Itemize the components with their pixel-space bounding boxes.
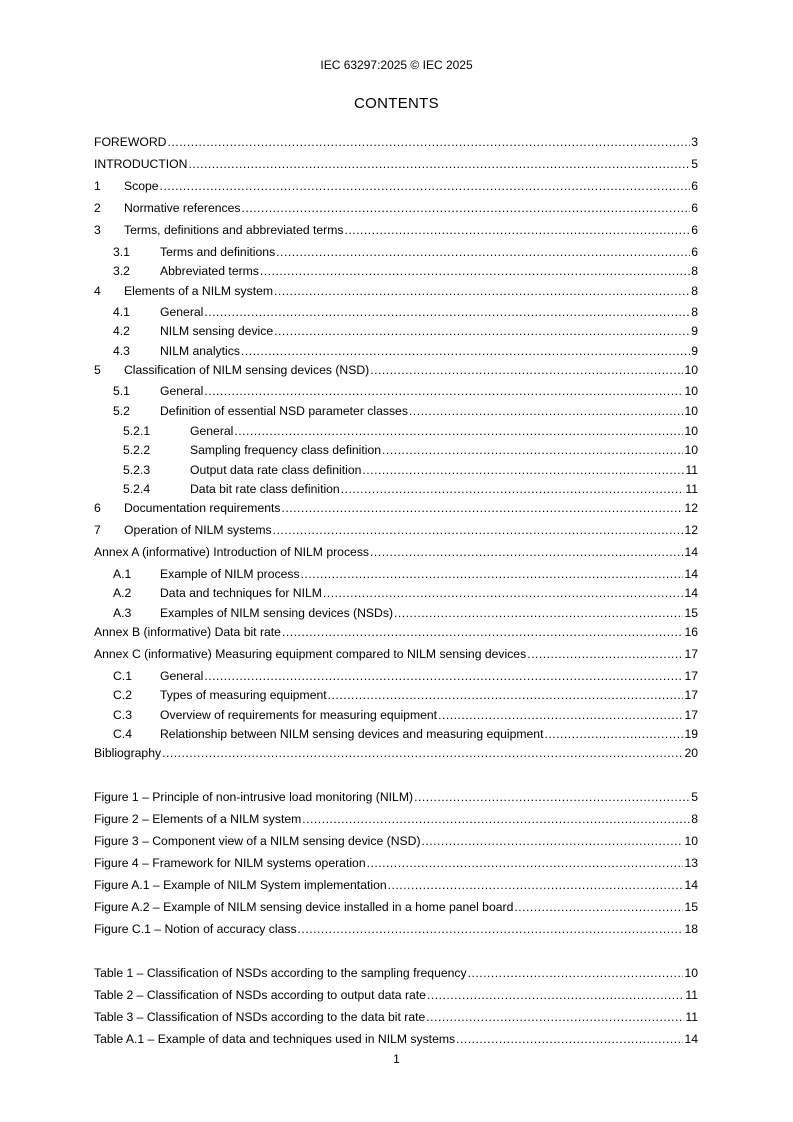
dot-leader bbox=[282, 500, 684, 516]
toc-entry-title: Scope bbox=[124, 179, 159, 193]
dot-leader bbox=[204, 668, 683, 684]
toc-entry-title: General bbox=[160, 305, 204, 319]
toc-entry-page: 9 bbox=[691, 324, 698, 338]
toc-entry-title: Classification of NILM sensing devices (NSD) bbox=[124, 363, 370, 377]
toc-entry-page: 3 bbox=[691, 135, 698, 149]
dot-leader bbox=[344, 222, 690, 238]
toc-entry-title: NILM analytics bbox=[160, 344, 240, 358]
toc-entry[interactable] bbox=[94, 921, 698, 937]
dot-leader bbox=[298, 921, 684, 937]
dot-leader bbox=[394, 605, 683, 621]
dot-leader bbox=[527, 646, 683, 662]
toc-entry[interactable] bbox=[94, 726, 698, 742]
dot-leader bbox=[302, 811, 690, 827]
toc-entry-page: 6 bbox=[691, 223, 698, 237]
toc-entry[interactable] bbox=[94, 855, 698, 871]
toc-entry[interactable] bbox=[94, 178, 698, 194]
toc-entry-title: Normative references bbox=[124, 201, 241, 215]
toc-entry-number: 4.3 bbox=[113, 344, 130, 358]
dot-leader bbox=[204, 304, 690, 320]
toc-entry-title: Terms, definitions and abbreviated terms bbox=[124, 223, 344, 237]
toc-entry-number: 3 bbox=[94, 223, 101, 237]
dot-leader bbox=[409, 403, 684, 419]
toc-entry-number: 3.2 bbox=[113, 264, 130, 278]
toc-entry-title: Table 1 – Classification of NSDs according to the sampling frequency bbox=[94, 966, 467, 980]
toc-entry-title: Data bit rate class definition bbox=[190, 482, 340, 496]
dot-leader bbox=[276, 244, 690, 260]
toc-entry[interactable] bbox=[94, 1009, 698, 1025]
dot-leader bbox=[162, 745, 683, 761]
toc-entry[interactable] bbox=[94, 707, 698, 723]
dot-leader bbox=[514, 899, 683, 915]
toc-entry-page: 17 bbox=[684, 688, 698, 702]
toc-entry[interactable] bbox=[94, 323, 698, 339]
toc-entry[interactable] bbox=[94, 745, 698, 761]
toc-entry-title: Documentation requirements bbox=[124, 501, 281, 515]
toc-entry-page: 12 bbox=[684, 501, 698, 515]
toc-entry-number: A.2 bbox=[113, 586, 132, 600]
toc-entry[interactable] bbox=[94, 544, 698, 560]
toc-entry-title: Figure 3 – Component view of a NILM sensing device (NSD) bbox=[94, 834, 421, 848]
toc-entry-page: 17 bbox=[684, 647, 698, 661]
dot-leader bbox=[160, 178, 691, 194]
toc-entry-page: 17 bbox=[684, 708, 698, 722]
toc-entry-title: NILM sensing device bbox=[160, 324, 274, 338]
toc-entry-title: Figure 4 – Framework for NILM systems operation bbox=[94, 856, 366, 870]
dot-leader bbox=[234, 423, 683, 439]
toc-entry[interactable] bbox=[94, 500, 698, 516]
dot-leader bbox=[242, 200, 691, 216]
toc-entry-page: 8 bbox=[691, 284, 698, 298]
toc-entry-title: Terms and definitions bbox=[160, 245, 276, 259]
toc-entry-number: 5.2.1 bbox=[123, 424, 151, 438]
toc-entry[interactable] bbox=[94, 987, 698, 1003]
toc-entry-number: 7 bbox=[94, 523, 101, 537]
toc-entry-page: 10 bbox=[684, 363, 698, 377]
toc-entry[interactable] bbox=[94, 442, 698, 458]
toc-entry-page: 11 bbox=[685, 1010, 698, 1024]
toc-entry[interactable] bbox=[94, 522, 698, 538]
toc-entry-number: C.3 bbox=[113, 708, 132, 722]
toc-entry[interactable] bbox=[94, 877, 698, 893]
toc-entry-number: 6 bbox=[94, 501, 101, 515]
dot-leader bbox=[260, 263, 690, 279]
toc-entry[interactable] bbox=[94, 624, 698, 640]
toc-entry-number: 4.2 bbox=[113, 324, 130, 338]
dot-leader bbox=[544, 726, 683, 742]
toc-entry[interactable] bbox=[94, 283, 698, 299]
toc-entry-page: 11 bbox=[685, 988, 698, 1002]
toc-entry-page: 9 bbox=[691, 344, 698, 358]
toc-entry-title: Figure C.1 – Notion of accuracy class bbox=[94, 922, 297, 936]
toc-entry-title: General bbox=[160, 669, 204, 683]
toc-entry-page: 14 bbox=[684, 586, 698, 600]
toc-entry-page: 5 bbox=[691, 790, 698, 804]
toc-entry-page: 8 bbox=[691, 812, 698, 826]
toc-entry-number: 5 bbox=[94, 363, 101, 377]
dot-leader bbox=[328, 687, 684, 703]
toc-entry[interactable] bbox=[94, 1031, 698, 1047]
dot-leader bbox=[323, 585, 684, 601]
toc-entry[interactable] bbox=[94, 423, 698, 439]
toc-entry-page: 8 bbox=[691, 264, 698, 278]
dot-leader bbox=[438, 707, 683, 723]
toc-entry-page: 6 bbox=[691, 245, 698, 259]
toc-entry-number: 5.2.2 bbox=[123, 443, 151, 457]
toc-entry[interactable] bbox=[94, 462, 698, 478]
dot-leader bbox=[341, 481, 685, 497]
toc-entry-page: 10 bbox=[684, 424, 698, 438]
toc-entry[interactable] bbox=[94, 605, 698, 621]
dot-leader bbox=[274, 323, 690, 339]
toc-entry[interactable] bbox=[94, 566, 698, 582]
dot-leader bbox=[273, 522, 684, 538]
toc-entry-title: Bibliography bbox=[94, 746, 162, 760]
toc-entry-page: 19 bbox=[684, 727, 698, 741]
toc-entry-page: 6 bbox=[691, 201, 698, 215]
toc-entry-page: 20 bbox=[684, 746, 698, 760]
toc-entry-page: 10 bbox=[684, 966, 698, 980]
page-header: IEC 63297:2025 © IEC 2025 bbox=[320, 58, 473, 72]
dot-leader bbox=[370, 362, 683, 378]
toc-entry-title: Abbreviated terms bbox=[160, 264, 259, 278]
toc-entry[interactable] bbox=[94, 668, 698, 684]
toc-entry[interactable] bbox=[94, 304, 698, 320]
toc-entry-number: 5.2 bbox=[113, 404, 130, 418]
toc-entry-title: Table 3 – Classification of NSDs according to the data bit rate bbox=[94, 1010, 426, 1024]
toc-entry[interactable] bbox=[94, 383, 698, 399]
toc-entry-title: Examples of NILM sensing devices (NSDs) bbox=[160, 606, 393, 620]
toc-entry-number: A.3 bbox=[113, 606, 132, 620]
toc-entry-page: 5 bbox=[691, 157, 698, 171]
toc-entry[interactable] bbox=[94, 244, 698, 260]
toc-entry-page: 10 bbox=[684, 384, 698, 398]
toc-entry[interactable] bbox=[94, 789, 698, 805]
toc-entry[interactable] bbox=[94, 362, 698, 378]
dot-leader bbox=[167, 134, 690, 150]
toc-entry-title: Data and techniques for NILM bbox=[160, 586, 322, 600]
toc-entry-page: 14 bbox=[684, 1032, 698, 1046]
toc-entry-page: 8 bbox=[691, 305, 698, 319]
toc-entry-number: C.1 bbox=[113, 669, 132, 683]
toc-entry-page: 16 bbox=[684, 625, 698, 639]
toc-entry-title: Annex B (informative) Data bit rate bbox=[94, 625, 281, 639]
dot-leader bbox=[426, 1009, 684, 1025]
toc-entry[interactable] bbox=[94, 481, 698, 497]
toc-entry-title: Figure A.2 – Example of NILM sensing device installed in a home panel board bbox=[94, 900, 514, 914]
toc-entry-number: 2 bbox=[94, 201, 101, 215]
dot-leader bbox=[301, 566, 684, 582]
dot-leader bbox=[414, 789, 690, 805]
toc-entry-number: 4.1 bbox=[113, 305, 130, 319]
toc-entry-title: Overview of requirements for measuring equipment bbox=[160, 708, 438, 722]
toc-entry[interactable] bbox=[94, 899, 698, 915]
dot-leader bbox=[456, 1031, 683, 1047]
toc-entry-title: Example of NILM process bbox=[160, 567, 300, 581]
toc-entry-title: General bbox=[190, 424, 234, 438]
toc-entry-title: Figure 2 – Elements of a NILM system bbox=[94, 812, 302, 826]
toc-entry-title: Table 2 – Classification of NSDs according to output data rate bbox=[94, 988, 426, 1002]
toc-entry-number: 5.2.3 bbox=[123, 463, 151, 477]
dot-leader bbox=[382, 442, 683, 458]
toc-entry-title: Annex C (informative) Measuring equipment compared to NILM sensing devices bbox=[94, 647, 527, 661]
dot-leader bbox=[427, 987, 684, 1003]
dot-leader bbox=[274, 283, 690, 299]
toc-entry-number: 5.2.4 bbox=[123, 482, 151, 496]
dot-leader bbox=[422, 833, 684, 849]
dot-leader bbox=[241, 343, 690, 359]
toc-entry-page: 6 bbox=[691, 179, 698, 193]
page-number: 1 bbox=[393, 1052, 400, 1066]
toc-entry-page: 10 bbox=[684, 404, 698, 418]
toc-entry-title: General bbox=[160, 384, 204, 398]
toc-entry[interactable] bbox=[94, 687, 698, 703]
toc-entry[interactable] bbox=[94, 965, 698, 981]
toc-entry-title: Annex A (informative) Introduction of NILM process bbox=[94, 545, 370, 559]
toc-entry-page: 18 bbox=[684, 922, 698, 936]
toc-entry-title: Figure 1 – Principle of non-intrusive load monitoring (NILM) bbox=[94, 790, 414, 804]
dot-leader bbox=[370, 544, 683, 560]
toc-entry[interactable] bbox=[94, 134, 698, 150]
toc-entry[interactable] bbox=[94, 200, 698, 216]
toc-entry[interactable] bbox=[94, 833, 698, 849]
toc-entry-title: Types of measuring equipment bbox=[160, 688, 327, 702]
toc-entry[interactable] bbox=[94, 646, 698, 662]
toc-entry[interactable] bbox=[94, 403, 698, 419]
toc-entry-number: A.1 bbox=[113, 567, 132, 581]
toc-entry-title: FOREWORD bbox=[94, 135, 167, 149]
toc-entry-page: 13 bbox=[684, 856, 698, 870]
toc-entry-number: C.2 bbox=[113, 688, 132, 702]
toc-entry-title: Elements of a NILM system bbox=[124, 284, 274, 298]
toc-entry[interactable] bbox=[94, 263, 698, 279]
toc-entry-page: 11 bbox=[685, 482, 698, 496]
toc-entry-page: 10 bbox=[684, 443, 698, 457]
dot-leader bbox=[282, 624, 683, 640]
dot-leader bbox=[204, 383, 683, 399]
page-title: CONTENTS bbox=[354, 95, 439, 112]
toc-entry-title: Figure A.1 – Example of NILM System implementation bbox=[94, 878, 387, 892]
toc-entry-number: 1 bbox=[94, 179, 101, 193]
toc-entry-title: Table A.1 – Example of data and techniques used in NILM systems bbox=[94, 1032, 456, 1046]
toc-entry-number: 3.1 bbox=[113, 245, 130, 259]
toc-entry-page: 15 bbox=[684, 606, 698, 620]
toc-entry-page: 11 bbox=[685, 463, 698, 477]
toc-entry[interactable] bbox=[94, 585, 698, 601]
dot-leader bbox=[362, 462, 684, 478]
toc-entry-title: INTRODUCTION bbox=[94, 157, 188, 171]
toc-entry-page: 17 bbox=[684, 669, 698, 683]
toc-entry[interactable] bbox=[94, 343, 698, 359]
dot-leader bbox=[367, 855, 684, 871]
dot-leader bbox=[388, 877, 684, 893]
dot-leader bbox=[468, 965, 684, 981]
toc-entry-page: 12 bbox=[684, 523, 698, 537]
toc-entry[interactable] bbox=[94, 222, 698, 238]
toc-entry-title: Definition of essential NSD parameter classes bbox=[160, 404, 408, 418]
toc-entry-title: Sampling frequency class definition bbox=[190, 443, 382, 457]
toc-entry-page: 14 bbox=[684, 878, 698, 892]
toc-entry-number: 5.1 bbox=[113, 384, 130, 398]
toc-entry-title: Output data rate class definition bbox=[190, 463, 362, 477]
toc-entry-page: 15 bbox=[684, 900, 698, 914]
toc-entry-number: C.4 bbox=[113, 727, 132, 741]
toc-entry-page: 10 bbox=[684, 834, 698, 848]
dot-leader bbox=[188, 156, 690, 172]
toc-entry-title: Relationship between NILM sensing devices and measuring equipment bbox=[160, 727, 544, 741]
toc-entry-number: 4 bbox=[94, 284, 101, 298]
toc-entry-page: 14 bbox=[684, 567, 698, 581]
toc-entry[interactable] bbox=[94, 156, 698, 172]
toc-entry[interactable] bbox=[94, 811, 698, 827]
toc-entry-title: Operation of NILM systems bbox=[124, 523, 272, 537]
toc-entry-page: 14 bbox=[684, 545, 698, 559]
